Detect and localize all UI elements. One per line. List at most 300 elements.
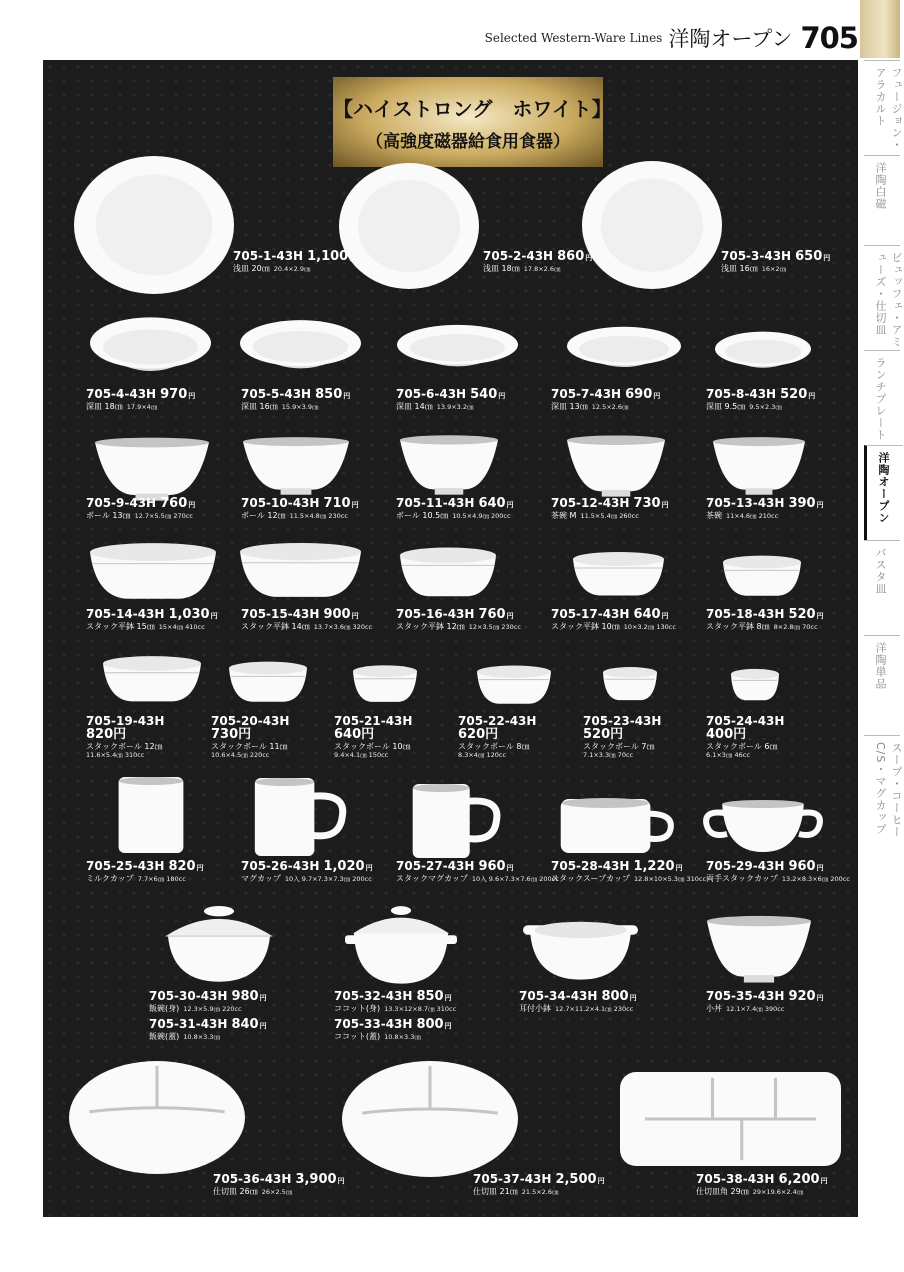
side-tab[interactable] — [864, 350, 900, 446]
product-dims: 12.7×5.5㎝ 270cc — [134, 511, 193, 520]
side-tab-label: 洋陶白磁 — [874, 162, 887, 210]
product-code: 705-23-43H — [583, 714, 662, 728]
product-code: 705-16-43H — [396, 607, 475, 621]
side-tab[interactable] — [864, 735, 903, 856]
product-name: 飯碗(身) — [149, 1003, 180, 1013]
product-image — [101, 652, 203, 704]
product-name: 茶碗 — [706, 510, 722, 520]
product-price: 1,020 — [323, 859, 365, 874]
product-price: 1,220 — [633, 859, 675, 874]
product-price: 1,100 — [307, 249, 349, 264]
product-dims: 12.7×11.2×4.1㎝ 230cc — [555, 1004, 634, 1013]
product-name-dims — [396, 623, 521, 632]
product-image — [88, 538, 218, 602]
product-image — [398, 543, 498, 599]
product-price: 6,200 — [778, 1172, 820, 1187]
product-name-dims — [706, 512, 824, 521]
product-code: 705-33-43H — [334, 1017, 413, 1031]
product-price: 980 — [231, 989, 259, 1004]
yen-mark: 円 — [506, 501, 514, 509]
product-label — [519, 990, 637, 1014]
product-image — [251, 776, 347, 858]
product-image — [565, 325, 683, 385]
product-name: 飯碗(蓋) — [149, 1031, 180, 1041]
side-tab[interactable] — [864, 540, 900, 636]
side-tab[interactable] — [864, 60, 903, 156]
product-code-price — [519, 990, 637, 1005]
product-code: 705-27-43H — [396, 859, 475, 873]
product-name: 仕切皿 21㎝ — [473, 1186, 518, 1196]
product-label — [551, 608, 676, 632]
product-name: 浅皿 16㎝ — [721, 263, 758, 273]
product-dims: 16×2㎝ — [761, 264, 787, 273]
product-code-price — [706, 497, 824, 512]
side-tab-label: 洋陶単品 — [874, 642, 887, 690]
product-code: 705-31-43H — [149, 1017, 228, 1031]
product-code: 705-14-43H — [86, 607, 165, 621]
yen-mark: 円 — [343, 392, 351, 400]
product-name-dims — [86, 403, 195, 412]
product-code: 705-19-43H — [86, 714, 165, 728]
product-code: 705-26-43H — [241, 859, 320, 873]
product-price: 2,500 — [555, 1172, 597, 1187]
product-image — [161, 900, 277, 986]
product-price: 730 — [633, 496, 661, 511]
yen-mark: 円 — [351, 612, 359, 620]
product-code-price — [241, 388, 350, 403]
yen-mark: 円 — [498, 392, 506, 400]
yen-mark: 円 — [820, 1177, 828, 1185]
product-name-dims — [241, 875, 373, 884]
yen-mark: 円 — [823, 254, 831, 262]
product-name: スタックボール 10㎝ — [334, 741, 411, 751]
product-price-line — [706, 728, 784, 743]
product-label — [706, 860, 850, 884]
product-label — [706, 990, 824, 1014]
product-code-price — [241, 860, 373, 875]
product-code: 705-13-43H — [706, 496, 785, 510]
side-tab-label: スープ・コーヒーC/S・マグカップ — [874, 742, 903, 838]
product-name: スタックボール 7㎝ — [583, 741, 655, 751]
product-name: スタック平鉢 14㎝ — [241, 621, 310, 631]
product-label — [551, 497, 669, 521]
product-price-line — [211, 728, 289, 743]
product-dims: 10.8×3.3㎝ — [183, 1032, 221, 1041]
product-price-line — [86, 728, 164, 743]
product-price: 820 — [168, 859, 196, 874]
yen-mark: 円 — [210, 612, 218, 620]
product-name: 深皿 14㎝ — [396, 401, 433, 411]
product-name: 深皿 13㎝ — [551, 401, 588, 411]
product-dims: 26×2.5㎝ — [261, 1187, 293, 1196]
product-label — [241, 497, 359, 521]
product-name-dims — [519, 1005, 637, 1014]
product-price: 840 — [231, 1017, 259, 1032]
product-dims: 11.6×5.4㎝ 310cc — [86, 750, 145, 759]
product-image — [729, 666, 781, 702]
product-image — [398, 430, 500, 496]
product-dims: 13.9×3.2㎝ — [436, 402, 474, 411]
product-code: 705-17-43H — [551, 607, 630, 621]
product-name-dims — [696, 1188, 828, 1197]
page-number: 705 — [800, 21, 858, 55]
product-label — [241, 860, 373, 884]
product-code-price — [213, 1173, 345, 1188]
product-code-price — [473, 1173, 605, 1188]
product-image — [88, 315, 213, 395]
product-code-price — [706, 990, 824, 1005]
product-label — [721, 250, 830, 274]
product-dims: 7.1×3.3㎝ 70cc — [583, 750, 634, 759]
product-code: 705-8-43H — [706, 387, 777, 401]
product-name: ボール 12㎝ — [241, 510, 286, 520]
product-price: 520 — [583, 727, 611, 743]
product-name: スタック平鉢 10㎝ — [551, 621, 620, 631]
product-dims: 10入 9.7×7.3×7.3㎝ 200cc — [284, 874, 372, 883]
yen-mark: 円 — [733, 727, 747, 743]
product-code: 705-6-43H — [396, 387, 467, 401]
yen-mark: 円 — [259, 994, 267, 1002]
product-image — [345, 900, 457, 988]
product-dims: 8×2.8㎝ 70cc — [773, 622, 818, 631]
product-name: 浅皿 20㎝ — [233, 263, 270, 273]
product-dims: 12.1×7.4㎝ 390cc — [726, 1004, 785, 1013]
product-image — [475, 662, 553, 706]
product-label — [241, 608, 372, 632]
yen-mark: 円 — [361, 727, 375, 743]
product-label — [334, 1018, 452, 1042]
product-price: 760 — [160, 496, 188, 511]
product-code-price — [334, 1018, 452, 1033]
product-price-line — [334, 728, 412, 743]
yen-mark: 円 — [188, 392, 196, 400]
product-price: 390 — [788, 496, 816, 511]
product-image — [711, 432, 807, 496]
product-code-price — [721, 250, 830, 265]
product-name: スタックボール 12㎝ — [86, 741, 163, 751]
yen-mark: 円 — [238, 727, 252, 743]
product-name-dims — [721, 265, 830, 274]
product-code-price — [334, 990, 456, 1005]
product-code: 705-32-43H — [334, 989, 413, 1003]
product-name: スタックボール 8㎝ — [458, 741, 530, 751]
product-code-price — [241, 497, 359, 512]
product-name-dims — [86, 512, 195, 521]
yen-mark: 円 — [506, 864, 514, 872]
yen-mark: 円 — [610, 727, 624, 743]
product-image — [705, 910, 813, 984]
product-label — [706, 715, 784, 759]
product-price: 800 — [601, 989, 629, 1004]
yen-mark: 円 — [485, 727, 499, 743]
product-price: 520 — [780, 387, 808, 402]
product-code-price — [551, 608, 676, 623]
product-dims: 11×4.6㎝ 210cc — [726, 511, 779, 520]
product-price: 650 — [795, 249, 823, 264]
product-code: 705-9-43H — [86, 496, 157, 510]
product-code: 705-24-43H — [706, 714, 785, 728]
product-name-dims — [706, 1005, 824, 1014]
product-code-price — [241, 608, 372, 623]
product-label — [473, 1173, 605, 1197]
yen-mark: 円 — [816, 501, 824, 509]
product-image — [227, 658, 309, 704]
yen-mark: 円 — [653, 392, 661, 400]
product-image — [565, 430, 667, 498]
product-dims: 7.7×6㎝ 180cc — [137, 874, 186, 883]
product-code: 705-20-43H — [211, 714, 290, 728]
yen-mark: 円 — [188, 501, 196, 509]
product-price: 730 — [211, 727, 239, 743]
product-name: 茶碗 M — [551, 510, 577, 520]
product-image — [341, 1060, 519, 1178]
product-image — [713, 330, 813, 384]
product-dims: 12.3×5.9㎝ 220cc — [183, 1004, 242, 1013]
product-name: 仕切皿角 29㎝ — [696, 1186, 749, 1196]
product-image — [93, 432, 211, 502]
product-label — [334, 715, 412, 759]
product-dims: 12.5×2.6㎝ — [591, 402, 629, 411]
product-price: 540 — [470, 387, 498, 402]
product-dims: 15.9×3.9㎝ — [281, 402, 319, 411]
product-image — [238, 318, 363, 390]
product-name-dims — [213, 1188, 345, 1197]
side-tab[interactable] — [864, 245, 903, 351]
yen-mark: 円 — [337, 1177, 345, 1185]
product-name: ボール 10.5㎝ — [396, 510, 449, 520]
product-label — [86, 860, 204, 884]
side-index — [858, 60, 903, 1217]
product-name-dims — [473, 1188, 605, 1197]
product-name: スタック平鉢 15㎝ — [86, 621, 155, 631]
product-price: 640 — [478, 496, 506, 511]
product-image — [581, 160, 723, 290]
product-price: 400 — [706, 727, 734, 743]
yen-mark: 円 — [259, 1022, 267, 1030]
product-price: 760 — [478, 607, 506, 622]
product-label — [458, 715, 536, 759]
product-code: 705-11-43H — [396, 496, 475, 510]
product-code-price — [396, 860, 559, 875]
side-tab-label: ランチプレート — [874, 357, 887, 441]
product-code-price — [149, 990, 267, 1005]
product-label — [706, 388, 815, 412]
product-code: 705-4-43H — [86, 387, 157, 401]
product-name-dims — [396, 512, 514, 521]
product-price: 640 — [334, 727, 362, 743]
product-dims: 12×3.5㎝ 230cc — [468, 622, 521, 631]
product-price-line — [458, 728, 536, 743]
product-code: 705-5-43H — [241, 387, 312, 401]
side-tab[interactable] — [864, 635, 900, 736]
product-image — [238, 538, 363, 600]
product-code-price — [551, 388, 660, 403]
product-image — [618, 1070, 843, 1168]
side-tab-label: 洋陶オープン — [877, 452, 890, 524]
series-title-sub: （高強度磁器給食用食器） — [366, 132, 570, 152]
product-name: 耳付小鉢 — [519, 1003, 551, 1013]
product-name: 深皿 18㎝ — [86, 401, 123, 411]
product-code: 705-7-43H — [551, 387, 622, 401]
product-label — [86, 388, 195, 412]
product-name-dims — [241, 512, 359, 521]
product-code-price — [396, 497, 514, 512]
product-price: 860 — [557, 249, 585, 264]
product-code: 705-38-43H — [696, 1172, 775, 1186]
header-japanese: 洋陶オープン — [668, 27, 793, 51]
product-name-dims — [334, 1005, 456, 1014]
product-label — [211, 715, 289, 759]
product-price: 690 — [625, 387, 653, 402]
product-label — [334, 990, 456, 1014]
product-code: 705-28-43H — [551, 859, 630, 873]
product-code: 705-15-43H — [241, 607, 320, 621]
product-name: 小丼 — [706, 1003, 722, 1013]
product-image — [571, 548, 666, 598]
catalog-panel — [43, 60, 858, 1217]
product-code: 705-37-43H — [473, 1172, 552, 1186]
product-code: 705-12-43H — [551, 496, 630, 510]
product-code: 705-1-43H — [233, 249, 304, 263]
yen-mark: 円 — [351, 501, 359, 509]
yen-mark: 円 — [816, 864, 824, 872]
product-dims: 20.4×2.9㎝ — [273, 264, 311, 273]
yen-mark: 円 — [444, 1022, 452, 1030]
product-price: 800 — [416, 1017, 444, 1032]
yen-mark: 円 — [113, 727, 127, 743]
product-name-dims — [551, 875, 706, 884]
product-code: 705-2-43H — [483, 249, 554, 263]
page-header — [485, 18, 858, 58]
product-label — [149, 990, 267, 1014]
yen-mark: 円 — [629, 994, 637, 1002]
product-dims: 10×3.2㎝ 130cc — [623, 622, 676, 631]
product-code-price — [551, 497, 669, 512]
product-label — [696, 1173, 828, 1197]
product-label — [396, 388, 505, 412]
product-dims: 10入 9.6×7.3×7.6㎝ 200cc — [471, 874, 559, 883]
product-dims: 11.5×4.8㎝ 230cc — [289, 511, 348, 520]
product-name-dims — [86, 875, 204, 884]
product-name-dims — [241, 623, 372, 632]
product-label — [583, 715, 661, 759]
product-image — [73, 155, 235, 295]
product-label — [396, 860, 559, 884]
side-tab-label: フュージョン・アラカルト — [874, 67, 903, 151]
product-label — [396, 608, 521, 632]
product-image — [338, 162, 480, 290]
yen-mark: 円 — [506, 612, 514, 620]
product-code-price — [86, 860, 204, 875]
product-label — [706, 608, 824, 632]
product-code-price — [86, 608, 218, 623]
product-dims: 13.2×8.3×6㎝ 200cc — [781, 874, 850, 883]
product-name-dims — [396, 403, 505, 412]
product-name-dims — [334, 1033, 452, 1042]
product-dims: 13.7×3.6㎝ 320cc — [313, 622, 373, 631]
product-image — [395, 323, 520, 385]
yen-mark: 円 — [365, 864, 373, 872]
side-tab[interactable] — [864, 445, 903, 541]
product-label — [86, 715, 164, 759]
product-price: 1,030 — [168, 607, 210, 622]
product-image — [703, 795, 823, 855]
yen-mark: 円 — [816, 994, 824, 1002]
product-label — [149, 1018, 267, 1042]
product-name: 深皿 16㎝ — [241, 401, 278, 411]
yen-mark: 円 — [675, 864, 683, 872]
product-price: 520 — [788, 607, 816, 622]
product-code-price — [86, 388, 195, 403]
product-label — [86, 497, 195, 521]
product-code: 705-18-43H — [706, 607, 785, 621]
product-code-price — [396, 388, 505, 403]
product-name-dims — [86, 623, 218, 632]
product-name-dims — [706, 875, 850, 884]
yen-mark: 円 — [196, 864, 204, 872]
side-tab-label: ビュッフェ・アミューズ・仕切皿 — [874, 252, 903, 348]
header-english: Selected Western-Ware Lines — [484, 31, 663, 45]
product-name: ボール 13㎝ — [86, 510, 131, 520]
product-name: 浅皿 18㎝ — [483, 263, 520, 273]
product-image — [601, 664, 659, 702]
product-price: 960 — [478, 859, 506, 874]
product-label — [241, 388, 350, 412]
product-code: 705-35-43H — [706, 989, 785, 1003]
product-name-dims — [149, 1005, 267, 1014]
product-image — [523, 915, 638, 983]
product-code-price — [551, 860, 706, 875]
product-dims: 15×4㎝ 410cc — [158, 622, 205, 631]
side-tab[interactable] — [864, 155, 900, 246]
product-price: 850 — [315, 387, 343, 402]
product-label — [706, 497, 824, 521]
product-dims: 21.5×2.6㎝ — [521, 1187, 559, 1196]
product-name-dims — [706, 623, 824, 632]
product-name: スタック平鉢 12㎝ — [396, 621, 465, 631]
product-name-dims — [241, 403, 350, 412]
product-dims: 9.5×2.3㎝ — [749, 402, 782, 411]
product-label — [551, 388, 660, 412]
product-image — [556, 795, 674, 857]
product-name: スタックボール 11㎝ — [211, 741, 288, 751]
product-code-price — [483, 250, 592, 265]
product-name: ココット(蓋) — [334, 1031, 381, 1041]
product-label — [213, 1173, 345, 1197]
product-dims: 11.5×5.4㎝ 260cc — [580, 511, 639, 520]
product-code: 705-30-43H — [149, 989, 228, 1003]
product-price: 710 — [323, 496, 351, 511]
product-price: 970 — [160, 387, 188, 402]
product-image — [241, 432, 351, 496]
product-name-dims — [396, 875, 559, 884]
product-label — [86, 608, 218, 632]
product-code: 705-3-43H — [721, 249, 792, 263]
product-name: スタックマグカップ — [396, 873, 468, 883]
product-code-price — [706, 608, 824, 623]
product-image — [351, 662, 419, 704]
product-price: 920 — [788, 989, 816, 1004]
series-title-main: 【ハイストロング ホワイト】 — [333, 97, 612, 121]
product-code: 705-34-43H — [519, 989, 598, 1003]
yen-mark: 円 — [661, 612, 669, 620]
product-code-price — [696, 1173, 828, 1188]
product-image — [721, 552, 803, 598]
product-name: ミルクカップ — [86, 873, 134, 883]
product-code: 705-25-43H — [86, 859, 165, 873]
product-name: 深皿 9.5㎝ — [706, 401, 746, 411]
product-dims: 13.3×12×8.7㎝ 310cc — [384, 1004, 457, 1013]
